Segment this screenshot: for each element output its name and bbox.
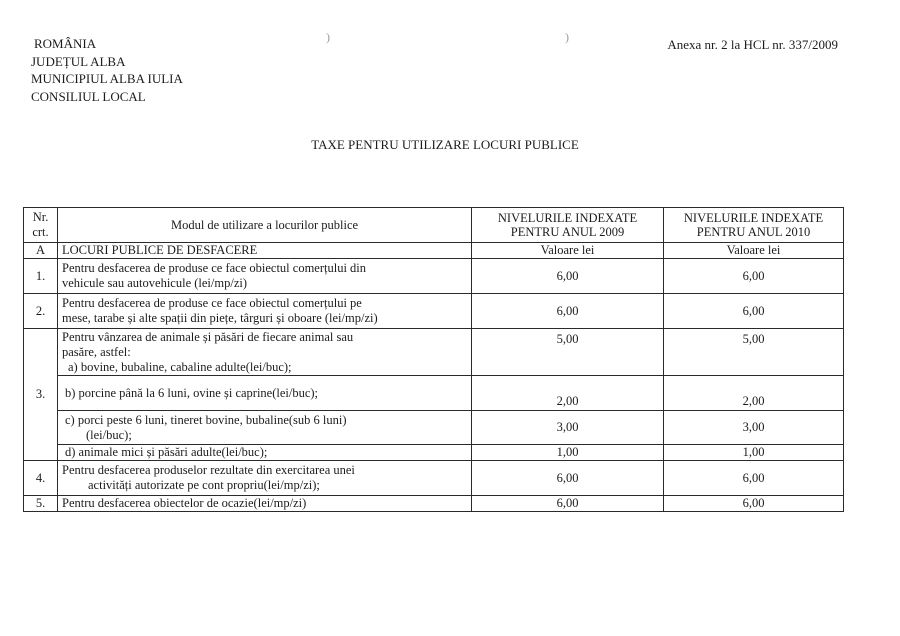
row-value-2009: 6,00 <box>472 496 664 512</box>
row-value-2009: 5,00 <box>472 329 664 376</box>
subitem-c-value-2010: 3,00 <box>664 411 844 445</box>
row-value-2010: 6,00 <box>664 259 844 294</box>
row-value-2009: 6,00 <box>472 461 664 496</box>
scan-artifact: ) <box>565 30 569 44</box>
table-row <box>24 445 844 461</box>
header-municipality: MUNICIPIUL ALBA IULIA <box>31 71 183 86</box>
subitem-b-value-2009: 2,00 <box>472 376 664 411</box>
header-county: JUDEȚUL ALBA <box>31 53 126 69</box>
col-header-2009-line1: NIVELURILE INDEXATE <box>497 211 638 225</box>
subitem-a-label: a) bovine, bubaline, cabaline adulte(lei/buc); <box>68 360 292 374</box>
subitem-b-label <box>58 376 472 411</box>
row-value-2009: 6,00 <box>472 259 664 294</box>
row-description <box>58 294 472 329</box>
subitem-c-label <box>58 411 472 445</box>
row-nr: 2. <box>24 294 58 329</box>
issuer-header <box>31 35 183 105</box>
row-description-line2: activități autorizate pe cont propriu(lei/mp/zi); <box>88 478 320 492</box>
subitem-d-label <box>58 445 472 461</box>
section-unit-2010: Valoare lei <box>664 243 844 259</box>
table-row <box>24 461 844 496</box>
scan-artifact: ) <box>326 30 330 44</box>
row-value-2010: 5,00 <box>664 329 844 376</box>
row-description-line1: Pentru vânzarea de animale și păsări de fiecare animal sau <box>62 330 354 344</box>
section-label: LOCURI PUBLICE DE DESFACERE <box>58 243 472 259</box>
row-nr: 4. <box>24 461 58 496</box>
col-header-nr-line1: Nr. <box>32 210 49 224</box>
row-description-line2: pasăre, astfel: <box>62 345 131 359</box>
row-description: Pentru desfacerea obiectelor de ocazie(lei/mp/zi) <box>58 496 472 512</box>
col-header-mod-text: Modul de utilizare a locurilor publice <box>170 217 359 232</box>
row-value-2010: 6,00 <box>664 294 844 329</box>
row-description-line2: mese, tarabe și alte spații din piețe, târguri și oboare (lei/mp/zi) <box>62 311 378 325</box>
row-description-line2: vehicule sau autovehicule (lei/mp/zi) <box>62 276 247 290</box>
row-description-line1: Pentru desfacerea de produse ce face obiectul comerțului pe <box>62 296 362 310</box>
subitem-c-line1: c) porci peste 6 luni, tineret bovine, bubaline(sub 6 luni) <box>65 412 347 427</box>
subitem-d-value-2009: 1,00 <box>472 445 664 461</box>
table-row <box>24 376 844 411</box>
table-row <box>24 294 844 329</box>
annex-reference: Anexa nr. 2 la HCL nr. 337/2009 <box>667 37 838 52</box>
row-value-2010: 6,00 <box>664 496 844 512</box>
section-unit-2009: Valoare lei <box>472 243 664 259</box>
row-value-2010: 6,00 <box>664 461 844 496</box>
col-header-2010 <box>664 208 844 243</box>
header-council: CONSILIUL LOCAL <box>31 88 146 104</box>
subitem-d-text: d) animale mici și păsări adulte(lei/buc); <box>65 445 268 459</box>
col-header-2009-line2: PENTRU ANUL 2009 <box>510 225 625 239</box>
col-header-nr-line2: crt. <box>32 225 49 239</box>
table-row <box>24 329 844 376</box>
table-row <box>24 411 844 445</box>
row-description-line1: Pentru desfacerea de produse ce face obiectul comerțului din <box>62 261 367 275</box>
subitem-b-value-2010: 2,00 <box>664 376 844 411</box>
col-header-nr <box>24 208 58 243</box>
subitem-c-line2: (lei/buc); <box>86 427 132 442</box>
col-header-2009 <box>472 208 664 243</box>
row-description <box>58 461 472 496</box>
row-value-2009: 6,00 <box>472 294 664 329</box>
document-title-text: TAXE PENTRU UTILIZARE LOCURI PUBLICE <box>311 137 579 152</box>
document-title <box>0 137 900 153</box>
row-description <box>58 259 472 294</box>
row-nr: 1. <box>24 259 58 294</box>
col-header-2010-line2: PENTRU ANUL 2010 <box>696 225 811 239</box>
row-nr: 3. <box>24 329 58 461</box>
tax-table <box>23 207 844 512</box>
header-country: ROMÂNIA <box>34 36 97 51</box>
row-nr: 5. <box>24 496 58 512</box>
col-header-mod <box>58 208 472 243</box>
subitem-c-value-2009: 3,00 <box>472 411 664 445</box>
row-description-line1: Pentru desfacerea produselor rezultate din exercitarea unei <box>62 463 355 477</box>
table-row <box>24 496 844 512</box>
subitem-b-text: b) porcine până la 6 luni, ovine și caprine(lei/buc); <box>65 386 319 400</box>
col-header-2010-line1: NIVELURILE INDEXATE <box>683 211 824 225</box>
section-nr: A <box>24 243 58 259</box>
table-row <box>24 259 844 294</box>
subitem-d-value-2010: 1,00 <box>664 445 844 461</box>
table-header-row <box>24 208 844 243</box>
section-row <box>24 243 844 259</box>
row-description <box>58 329 472 376</box>
